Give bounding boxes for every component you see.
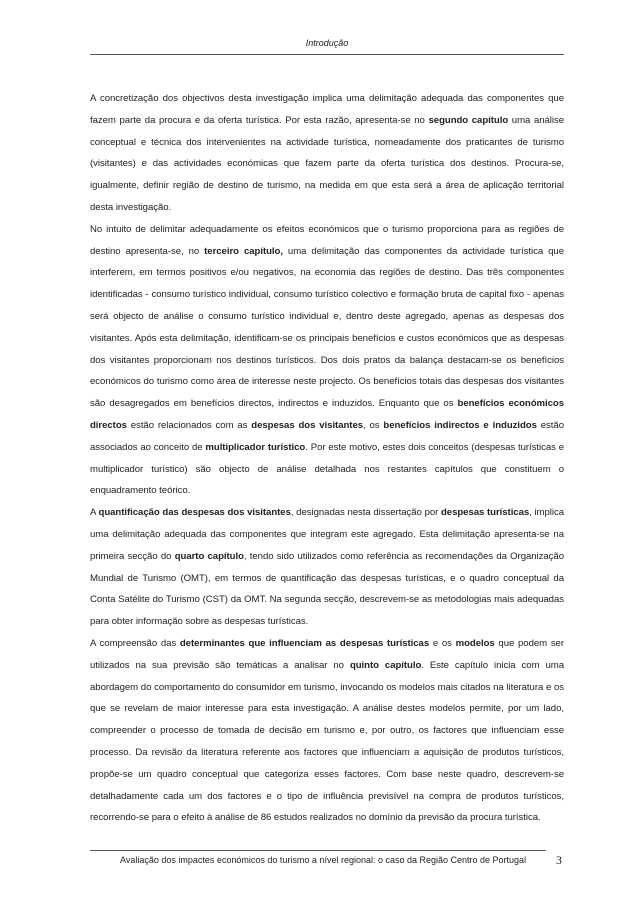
footer-divider: [90, 850, 546, 851]
header-divider: [90, 54, 564, 55]
bold-term: determinantes que influenciam as despesas turísticas: [179, 637, 430, 649]
bold-term: despesas dos visitantes: [251, 419, 364, 431]
bold-term: segundo capítulo: [428, 114, 509, 126]
bold-term: benefícios indirectos e induzidos: [383, 419, 537, 431]
bold-term: quinto capítulo: [349, 659, 422, 671]
bold-term: multiplicador turístico: [205, 441, 306, 453]
text-run: No intuito de delimitar adequadamente os efeitos económicos que o turismo proporciona para as regiões de destino apresenta-se, no: [90, 223, 564, 257]
text-run: A: [90, 507, 99, 519]
text-run: , implica uma delimitação adequada das componentes que integram este agregado. Esta delimitação apresenta-se na primeira secção do: [90, 507, 564, 562]
text-run: , designadas nesta dissertação por: [290, 507, 441, 519]
text-run: . Este capítulo inicia com uma abordagem do comportamento do consumidor em turismo, invocando os modelos mais citados na literatura e os que se revelam de maior interesse para esta investigação. A análise destes modelos permite, por um lado, compreender o processo de tomada de decisão em turismo e, por outro, os factores que influenciam esse processo. Da revisão da literatura referente aos factores que influenciam a aquisição de produtos turísticos, propõe-se um quadro conceptual que categoriza esses factores. Com base neste quadro, descrevem-se detalhadamente cada um dos factores e o tipo de influência previsível na compra de produtos turísticos, recorrendo-se para o efeito à análise de 86 estudos realizados no domínio da previsão da procura turística.: [90, 659, 564, 824]
text-run: A concretização dos objectivos desta investigação implica uma delimitação adequada das componentes que fazem parte da procura e da oferta turística. Por esta razão, apresenta-se no: [90, 93, 564, 126]
running-footer: Avaliação dos impactes económicos do turismo a nível regional: o caso da Região Centro de Portugal: [120, 855, 527, 865]
bold-term: despesas turísticas: [440, 507, 530, 519]
bold-term: quarto capítulo: [174, 550, 244, 562]
bold-term: benefícios económicos directos: [90, 398, 564, 431]
text-run: que podem ser utilizados na sua previsão são temáticas a analisar no: [90, 637, 564, 671]
paragraph-chapter-2: [90, 88, 564, 219]
running-header: Introdução: [305, 38, 349, 48]
text-run: . Por este motivo, estes dois conceitos (despesas turísticas e multiplicador turístico) são objecto de análise detalhada nos restantes capítulos que constituem o enquadramento teórico.: [90, 441, 564, 497]
paragraph-chapter-4: [90, 502, 564, 633]
body-text: [90, 88, 564, 829]
bold-term: modelos: [455, 637, 495, 649]
page-number: 3: [556, 853, 562, 867]
bold-term: quantificação das despesas dos visitantes: [98, 507, 291, 519]
bold-term: terceiro capítulo,: [204, 245, 283, 257]
text-run: estão associados ao conceito de: [90, 419, 564, 453]
text-run: estão relacionados com as: [126, 419, 252, 431]
text-run: , os: [363, 419, 384, 431]
text-run: , tendo sido utilizados como referência as recomendações da Organização Mundial de Turismo (OMT), em termos de quantificação das despesas turísticas, e o quadro conceptual da Conta Satélite do Turismo (CST) da OMT. Na segunda secção, descrevem-se as metodologias mais adequadas para obter informação sobre as despesas turísticas.: [90, 550, 564, 628]
paragraph-chapter-5: [90, 633, 564, 829]
text-run: uma delimitação das componentes da actividade turística que interferem, em termos positivos e/ou negativos, na economia das regiões de destino. Das três componentes identificadas - consumo turístico individual, consumo turístico colectivo e formação bruta de capital fixo - apenas será objecto de análise o consumo turístico individual e, dentro deste agregado, apenas as despesas dos visitantes. Após esta delimitação, identificam-se os principais benefícios e custos económicos que as despesas dos visitantes proporcionam nos destinos turísticos. Dos dois pratos da balança destacam-se os benefícios económicos do turismo como área de interesse neste projecto. Os benefícios totais das despesas dos visitantes são desagregados em benefícios directos, indirectos e induzidos. Enquanto que os: [90, 245, 564, 410]
text-run: e os: [429, 637, 456, 649]
text-run: uma análise conceptual e técnica dos intervenientes na actividade turística, nomeadamente dos praticantes de turismo (visitantes) e das actividades económicas que fazem parte da oferta turística dos destinos. Procura-se, igualmente, definir região de destino de turismo, na medida em que esta será a área de aplicação territorial desta investigação.: [90, 114, 565, 213]
paragraph-chapter-3: [90, 219, 564, 502]
text-run: A compreensão das: [90, 637, 180, 649]
